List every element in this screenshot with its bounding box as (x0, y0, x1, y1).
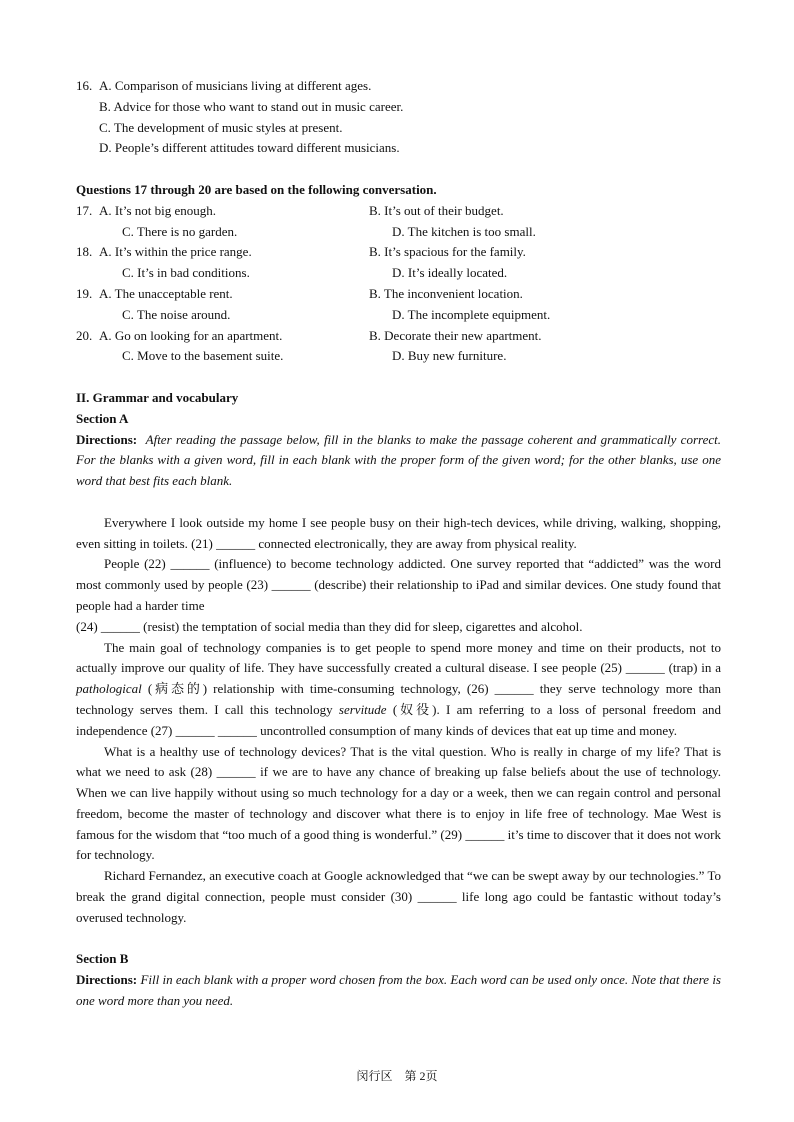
question-number: 17. (76, 202, 93, 218)
passage (76, 513, 721, 929)
q16-option-b: B. Advice for those who want to stand out in music career. (99, 98, 404, 114)
q16-option-a: 16. A. Comparison of musicians living at different ages. (76, 76, 721, 97)
page-number: 第 2页 (404, 1069, 438, 1083)
question-row (76, 346, 721, 367)
option-b: B. The inconvenient location. (369, 285, 523, 301)
option-b: B. It’s out of their budget. (369, 202, 504, 218)
passage-paragraph-5: Richard Fernandez, an executive coach at Google acknowledged that “we can be swept away by our technologies.” To break the grand digital connection, people must consider (30) ______ life long ago could be fantastic without today’s overused technology. (76, 868, 721, 925)
directions-label: Directions: (76, 431, 138, 447)
q16-option-d: D. People’s different attitudes toward different musicians. (99, 140, 400, 156)
option-d: D. It’s ideally located. (392, 265, 508, 281)
passage-paragraph-4: What is a healthy use of technology devices? That is the vital question. Who is really in charge of my life? That is what we need to ask (28) ______ if we are to have any chance of breaking up false beliefs about the use of technology. When we can live happily without using so much technology for a day or a week, then we can regain control and personal freedom, become the master of technology and discover what there is to enjoy in life free of technology. Mae West is famous for the wisdom that “too much of a good thing is wonderful.” (29) ______ it’s time to discover that it does not work for technology. (76, 743, 721, 863)
option-d: D. The kitchen is too small. (392, 223, 536, 239)
part-title: II. Grammar and vocabulary (76, 389, 239, 405)
directions-text: After reading the passage below, fill in the blanks to make the passage coherent and grammatically correct. For the blanks with a given word, fill in each blank with the proper form of the given word; for the other blanks, use one word that best fits each blank. (76, 431, 721, 489)
passage-paragraph-2-continued: (24) ______ (resist) the temptation of social media than they did for sleep, cigarettes and alcohol. (76, 618, 583, 634)
option-b: B. Decorate their new apartment. (369, 327, 542, 343)
conversation-heading: Questions 17 through 20 are based on the following conversation. (76, 181, 437, 197)
option-d: D. The incomplete equipment. (392, 306, 551, 322)
question-number: 19. (76, 285, 93, 301)
option-d: D. Buy new furniture. (392, 348, 507, 364)
question-row (76, 242, 721, 263)
district-name: 闵行区 (356, 1069, 393, 1083)
passage-paragraph-2: People (22) ______ (influence) to become technology addicted. One survey reported that “addicted” was the word most commonly used by people (23) ______ (describe) their relationship to iPad and similar devices. One study found that people had a harder time (76, 556, 721, 613)
option-b: B. It’s spacious for the family. (369, 244, 526, 260)
question-row (76, 305, 721, 326)
section-a-title: Section A (76, 410, 129, 426)
option-a: A. Go on looking for an apartment. (99, 327, 283, 343)
exam-page (76, 76, 721, 1012)
directions-text: Fill in each blank with a proper word chosen from the box. Each word can be used only once. Note that there is one word more than you need. (76, 972, 721, 1009)
option-c: C. Move to the basement suite. (122, 348, 284, 364)
question-row (76, 222, 721, 243)
option-a: A. It’s not big enough. (99, 202, 216, 218)
q16-option-c: C. The development of music styles at present. (99, 119, 343, 135)
question-number: 20. (76, 327, 93, 343)
option-a: A. The unacceptable rent. (99, 285, 233, 301)
question-row (76, 326, 721, 347)
option-a: A. It’s within the price range. (99, 244, 252, 260)
question-number: 16. (76, 78, 93, 93)
option-c: C. The noise around. (122, 306, 231, 322)
question-row (76, 284, 721, 305)
page-footer (0, 1066, 794, 1087)
question-row (76, 263, 721, 284)
question-number: 18. (76, 244, 93, 260)
directions-label: Directions: (76, 972, 138, 988)
option-c: C. It’s in bad conditions. (122, 265, 250, 281)
option-c: C. There is no garden. (122, 223, 238, 239)
passage-paragraph-3: The main goal of technology companies is to get people to spend more money and time on their products, not to actually improve our quality of life. They have successfully created a cultural disease. I see people (25) ______ (trap) in a pathological (病态的) relationship with time-consuming technology, (26) ______ they serve technology more than technology serves them. I call this technology servitude (奴役). I am referring to a loss of personal freedom and independence (27) ______ ______ uncontrolled consumption of many kinds of devices that eat up time and money. (76, 639, 721, 738)
section-a-directions (76, 430, 721, 492)
section-b-title: Section B (76, 951, 129, 967)
section-b-directions (76, 970, 721, 1012)
passage-paragraph-1: Everywhere I look outside my home I see people busy on their high-tech devices, while driving, walking, shopping, even sitting in toilets. (21) ______ connected electronically, they are away from physical reality. (76, 514, 721, 551)
question-row (76, 201, 721, 222)
